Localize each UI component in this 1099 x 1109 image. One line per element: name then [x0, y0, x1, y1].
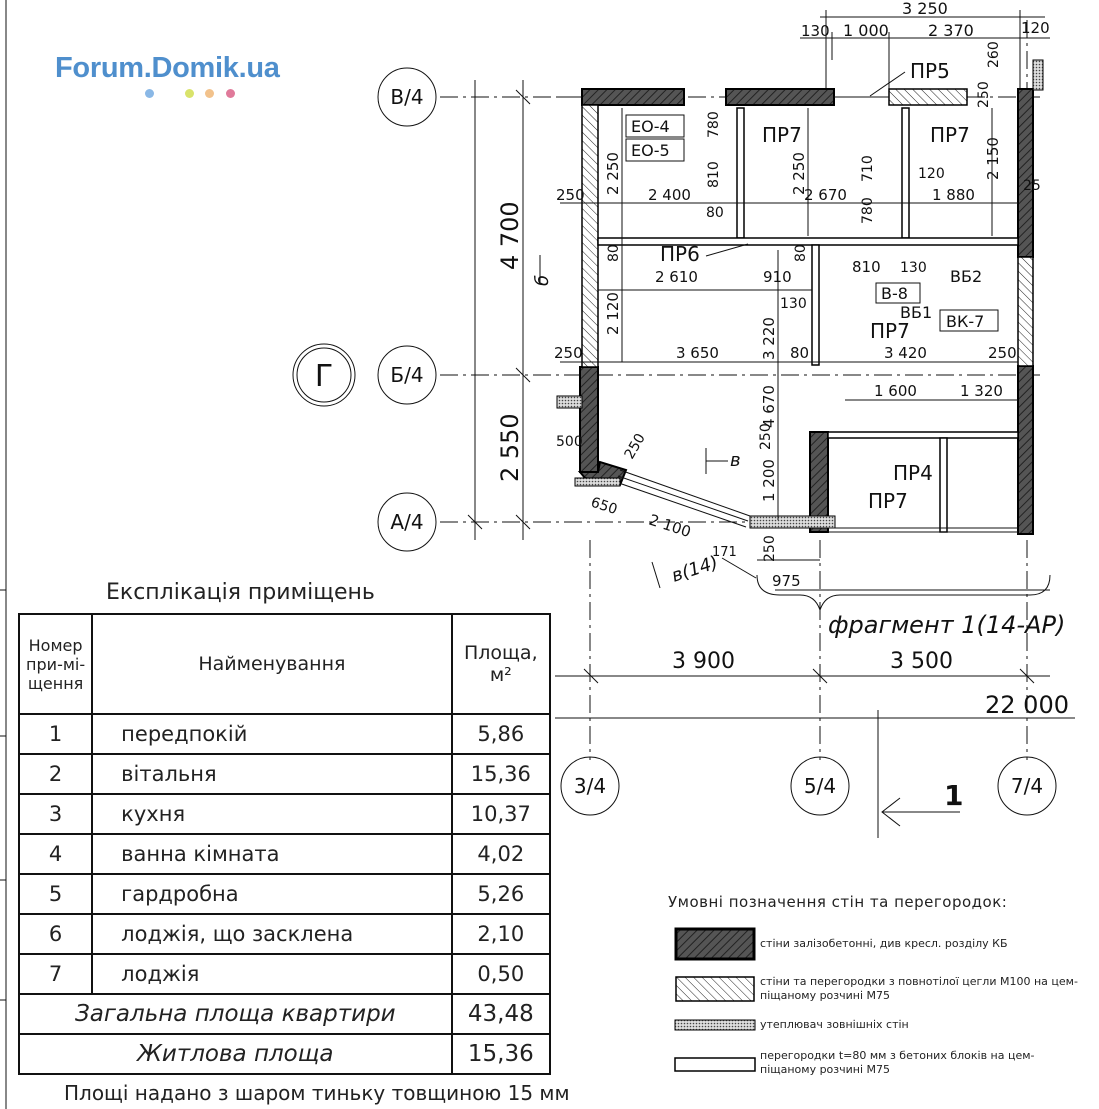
- dim-top-2370: 2 370: [928, 21, 974, 40]
- dim-top-1000: 1 000: [843, 21, 889, 40]
- label-pr7-c: ПР7: [870, 319, 910, 343]
- label-pr5: ПР5: [910, 59, 950, 83]
- explication-title: Експлікація приміщень: [106, 580, 375, 605]
- table-row: 5 гардробна 5,26: [19, 874, 550, 914]
- svg-text:710: 710: [860, 155, 876, 182]
- explication-note: Площі надано з шаром тиньку товщиною 15 мм: [64, 1081, 570, 1105]
- axis-bubble-col-5-4: [791, 757, 849, 815]
- cut-mark-1: [878, 710, 963, 838]
- total-area-row: [19, 994, 550, 1034]
- svg-text:120: 120: [918, 166, 945, 182]
- living-area-value: 15,36: [452, 1034, 550, 1074]
- svg-text:3 420: 3 420: [884, 344, 927, 362]
- table-row: 7 лоджія 0,50: [19, 954, 550, 994]
- label-pr7-d: ПР7: [868, 489, 908, 513]
- table-row: 6 лоджія, що засклена 2,10: [19, 914, 550, 954]
- living-area-label: Житлова площа: [19, 1034, 452, 1074]
- svg-text:171: 171: [712, 545, 737, 560]
- label-vb1: ВБ1: [900, 303, 933, 322]
- svg-text:80: 80: [790, 344, 810, 362]
- col-header-area: Площа, м²: [452, 614, 550, 714]
- svg-text:130: 130: [780, 296, 807, 312]
- svg-text:2 100: 2 100: [646, 510, 694, 542]
- svg-text:1 320: 1 320: [960, 382, 1003, 400]
- label-v8: В-8: [881, 284, 908, 303]
- table-row: 2 вітальня 15,36: [19, 754, 550, 794]
- svg-text:250: 250: [762, 535, 778, 562]
- svg-text:1: 1: [944, 779, 964, 812]
- table-row: 4 ванна кімната 4,02: [19, 834, 550, 874]
- svg-text:250: 250: [554, 344, 583, 362]
- svg-text:4 670: 4 670: [760, 385, 778, 428]
- living-area-row: [19, 1034, 550, 1074]
- axis-bubble-col-3-4: [561, 757, 619, 815]
- logo-dot-4: [226, 89, 235, 98]
- dim-bottom-3900: 3 900: [672, 649, 735, 674]
- dim-bottom-3500: 3 500: [890, 649, 953, 674]
- dim-bottom-22000: 22 000: [985, 691, 1069, 719]
- svg-text:130: 130: [900, 260, 927, 276]
- mark-v14: в(14): [669, 552, 721, 587]
- label-pr4: ПР4: [893, 461, 933, 485]
- dim-top-3250: 3 250: [902, 0, 948, 18]
- table-row: 1 передпокій 5,86: [19, 714, 550, 754]
- explication-table: [18, 613, 551, 1075]
- svg-text:250: 250: [621, 430, 649, 462]
- total-area-label: Загальна площа квартири: [19, 994, 452, 1034]
- svg-text:2 120: 2 120: [604, 292, 622, 335]
- logo-dot-2: [185, 89, 194, 98]
- svg-text:Б/4: Б/4: [390, 363, 424, 387]
- col-header-name: Найменування: [92, 614, 451, 714]
- svg-text:Г: Г: [314, 359, 334, 394]
- dim-left-2550: 2 550: [496, 413, 524, 482]
- svg-text:810: 810: [852, 258, 881, 276]
- svg-text:780: 780: [860, 197, 876, 224]
- col-header-number: Номер при-мі-щення: [19, 614, 92, 714]
- svg-text:3 220: 3 220: [760, 317, 778, 360]
- svg-text:1 600: 1 600: [874, 382, 917, 400]
- fragment-caption: фрагмент 1(14-АР): [828, 611, 1066, 639]
- legend-text-block: перегородки t=80 мм з бетоних блоків на цем-піщаному розчині М75: [760, 1049, 1035, 1076]
- svg-text:2 150: 2 150: [984, 137, 1002, 180]
- svg-text:2 250: 2 250: [604, 152, 622, 195]
- dim-left-4700: 4 700: [496, 201, 524, 270]
- svg-text:910: 910: [763, 268, 792, 286]
- mark-v: в: [730, 450, 741, 471]
- svg-text:80: 80: [793, 244, 809, 262]
- label-pr6: ПР6: [660, 242, 700, 266]
- axis-bubble-row-a4: [378, 493, 436, 551]
- legend-swatch-concrete: [674, 927, 756, 961]
- dim-top-130: 130: [801, 22, 830, 40]
- total-area-value: 43,48: [452, 994, 550, 1034]
- svg-text:7/4: 7/4: [1010, 774, 1044, 798]
- svg-text:250: 250: [988, 344, 1017, 362]
- svg-text:В/4: В/4: [390, 85, 424, 109]
- axis-bubble-row-v4: [378, 68, 436, 126]
- label-pr7-b: ПР7: [930, 123, 970, 147]
- svg-text:5/4: 5/4: [803, 774, 837, 798]
- legend-title: Умовні позначення стін та перегородок:: [668, 893, 1008, 911]
- svg-text:975: 975: [772, 572, 801, 590]
- svg-text:25: 25: [1023, 178, 1041, 194]
- svg-text:250: 250: [556, 186, 585, 204]
- svg-text:1 200: 1 200: [760, 459, 778, 502]
- dim-top-260: 260: [986, 41, 1002, 68]
- logo-dot-3: [205, 89, 214, 98]
- svg-text:А/4: А/4: [390, 510, 424, 534]
- dim-top-250: 250: [976, 81, 992, 108]
- forum-domik-logo[interactable]: Forum.Domik.ua: [55, 52, 280, 84]
- label-vk7: ВК-7: [946, 312, 985, 331]
- table-row: 3 кухня 10,37: [19, 794, 550, 834]
- svg-text:1 880: 1 880: [932, 186, 975, 204]
- legend-swatch-brick: [674, 975, 756, 1003]
- label-pr7-a: ПР7: [762, 123, 802, 147]
- svg-text:80: 80: [606, 244, 622, 262]
- svg-text:3 650: 3 650: [676, 344, 719, 362]
- svg-text:2 250: 2 250: [790, 152, 808, 195]
- legend-swatch-block: [674, 1057, 756, 1073]
- label-eo4: ЕО-4: [631, 117, 670, 136]
- svg-text:810: 810: [706, 161, 722, 188]
- dim-top-120: 120: [1021, 19, 1050, 37]
- svg-text:2 670: 2 670: [804, 186, 847, 204]
- svg-text:250: 250: [758, 423, 774, 450]
- svg-text:3/4: 3/4: [573, 774, 607, 798]
- section-mark-g: [293, 344, 355, 406]
- legend-text-brick: стіни та перегородки з повнотілої цегли М100 на цем-піщаному розчині М75: [760, 975, 1078, 1002]
- svg-text:780: 780: [706, 111, 722, 138]
- mark-b: б: [532, 274, 553, 286]
- legend-text-concrete: стіни залізобетонні, див кресл. розділу КБ: [760, 937, 1008, 950]
- legend: [668, 893, 1088, 1076]
- svg-text:2 400: 2 400: [648, 186, 691, 204]
- svg-text:650: 650: [588, 494, 620, 519]
- legend-swatch-insulation: [674, 1019, 756, 1031]
- svg-text:80: 80: [706, 205, 724, 221]
- svg-text:500: 500: [556, 434, 583, 450]
- axis-bubble-row-b4: [378, 346, 436, 404]
- svg-text:2 610: 2 610: [655, 268, 698, 286]
- axis-bubble-col-7-4: [998, 757, 1056, 815]
- legend-text-insulation: утеплювач зовнішніх стін: [760, 1018, 909, 1031]
- label-eo5: ЕО-5: [631, 141, 670, 160]
- label-vb2: ВБ2: [950, 267, 983, 286]
- logo-dot-1: [145, 89, 154, 98]
